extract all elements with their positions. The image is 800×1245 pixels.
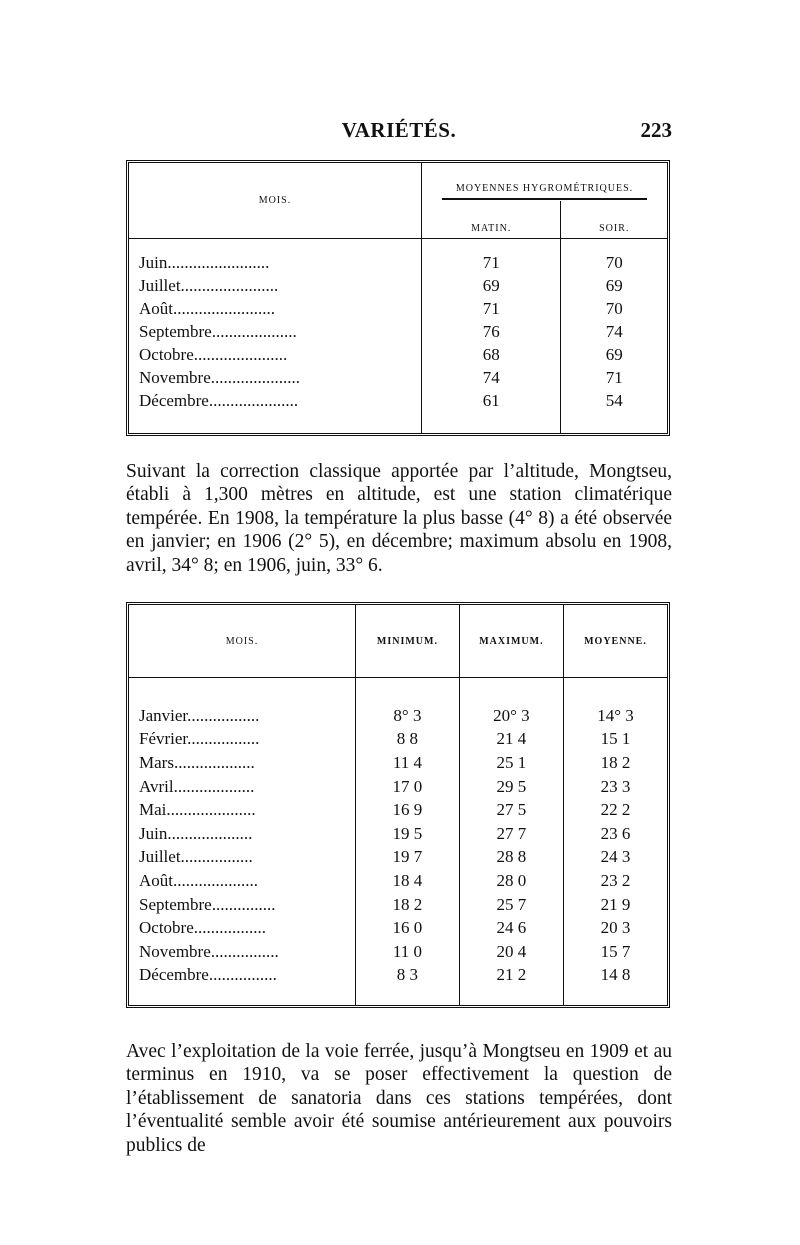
table-row [129,940,667,964]
table-row [129,869,667,893]
moyenne-cell: 23 6 [600,823,631,843]
moyenne-cell: 23 2 [600,870,631,890]
month-cell: Juin.................... [129,822,356,846]
month-cell: Juin........................ [129,239,422,275]
moyenne-cell: 23 3 [600,776,631,796]
table-row [129,916,667,940]
running-title: VARIÉTÉS. [341,118,457,142]
moyenne-cell: 18 2 [600,752,631,772]
col-header-minimum: MINIMUM. [356,605,460,678]
table-row [129,846,667,870]
month-cell: Avril................... [129,775,356,799]
minimum-cell: 16 9 [356,798,460,822]
moyenne-cell: 24 3 [600,847,631,867]
col-header-soir: SOIR. [561,201,667,239]
col-header-mois: MOIS. [129,163,422,239]
month-cell: Juillet....................... [129,274,422,297]
month-cell: Mars................... [129,751,356,775]
col-header-mois: MOIS. [129,605,356,678]
matin-cell: 68 [422,343,561,366]
table-row [129,964,667,988]
minimum-cell: 11 0 [356,940,460,964]
maximum-cell: 21 4 [459,728,563,752]
minimum-cell: 16 0 [356,916,460,940]
soir-cell: 70 [605,298,623,318]
soir-cell: 69 [605,275,623,295]
paragraph-text: Avec l’exploitation de la voie ferrée, jusqu’à Mongtseu en 1909 et au terminus en 1910, va se poser effectivement la question de l’établissement de sanatoria dans ces stations tempérées, dont l’éventualité semble avoir été soumise antérieurement aux pouvoirs publics de [126,1041,672,1156]
moyenne-cell: 15 1 [600,729,631,749]
soir-cell: 69 [605,344,623,364]
col-header-group-label: MOYENNES HYGROMÉTRIQUES. [455,183,634,194]
maximum-cell: 20° 3 [459,704,563,728]
spacer-row [129,987,667,1005]
maximum-cell: 27 7 [459,822,563,846]
month-cell: Septembre............... [129,893,356,917]
month-cell: Juillet................. [129,846,356,870]
hygrometric-table [126,160,670,436]
soir-cell: 74 [605,321,623,341]
moyenne-cell: 21 9 [600,894,631,914]
maximum-cell: 25 1 [459,751,563,775]
decorative-rule [442,198,646,200]
month-cell: Novembre................ [129,940,356,964]
col-header-moyenne: MOYENNE. [563,605,667,678]
page-number: 223 [640,118,672,142]
table-row [129,389,667,412]
maximum-cell: 28 8 [459,846,563,870]
month-cell: Décembre................ [129,964,356,988]
table-row [129,893,667,917]
minimum-cell: 18 2 [356,893,460,917]
col-header-group [422,163,668,201]
month-cell: Mai..................... [129,798,356,822]
moyenne-cell: 14 8 [600,965,631,985]
col-header-maximum: MAXIMUM. [459,605,563,678]
maximum-cell: 25 7 [459,893,563,917]
spacer-cell [129,987,356,1005]
temperature-table [126,602,670,1008]
soir-cell: 70 [605,252,623,272]
spacer-row [129,412,667,433]
spacer-cell [356,678,460,705]
table-row [129,775,667,799]
spacer-cell [356,987,460,1005]
matin-cell: 71 [422,297,561,320]
spacer-row [129,678,667,705]
spacer-cell [459,678,563,705]
soir-cell: 54 [605,390,623,410]
month-cell: Août.................... [129,869,356,893]
page-header [126,118,672,152]
matin-cell: 76 [422,320,561,343]
matin-cell: 69 [422,274,561,297]
minimum-cell: 19 7 [356,846,460,870]
minimum-cell: 19 5 [356,822,460,846]
maximum-cell: 27 5 [459,798,563,822]
paragraph-climate [126,460,672,577]
month-cell: Décembre..................... [129,389,422,412]
spacer-cell [422,412,561,433]
matin-cell: 74 [422,366,561,389]
month-cell: Août........................ [129,297,422,320]
spacer-cell [561,412,667,433]
table-row [129,320,667,343]
table-row [129,274,667,297]
paragraph-railway [126,1040,672,1157]
month-cell: Février................. [129,728,356,752]
soir-cell: 71 [605,367,623,387]
spacer-cell [129,412,422,433]
month-cell: Octobre................. [129,916,356,940]
spacer-cell [459,987,563,1005]
col-header-matin: MATIN. [422,201,561,239]
maximum-cell: 20 4 [459,940,563,964]
minimum-cell: 18 4 [356,869,460,893]
month-cell: Septembre.................... [129,320,422,343]
moyenne-cell: 20 3 [600,918,631,938]
spacer-cell [563,678,667,705]
table-row [129,798,667,822]
minimum-cell: 11 4 [356,751,460,775]
maximum-cell: 28 0 [459,869,563,893]
moyenne-cell: 14° 3 [597,705,634,725]
paragraph-text: Suivant la correction classique apportée par l’altitude, Mongtseu, établi à 1,300 mètres en altitude, est une station climatérique tempérée. En 1908, la température la plus basse (4° 8) a été observée en janvier; en 1906 (2° 5), en décembre; maximum absolu en 1908, avril, 34° 8; en 1906, juin, 33° 6. [126,461,672,576]
minimum-cell: 8° 3 [356,704,460,728]
minimum-cell: 8 8 [356,728,460,752]
month-cell: Janvier................. [129,704,356,728]
maximum-cell: 21 2 [459,964,563,988]
table-row [129,297,667,320]
minimum-cell: 8 3 [356,964,460,988]
matin-cell: 61 [422,389,561,412]
moyenne-cell: 15 7 [600,941,631,961]
minimum-cell: 17 0 [356,775,460,799]
maximum-cell: 29 5 [459,775,563,799]
table-row [129,239,667,275]
spacer-cell [129,678,356,705]
table-row [129,704,667,728]
table-row [129,366,667,389]
month-cell: Octobre...................... [129,343,422,366]
table-row [129,822,667,846]
maximum-cell: 24 6 [459,916,563,940]
moyenne-cell: 22 2 [600,800,631,820]
table-row [129,343,667,366]
table-row [129,728,667,752]
table-row [129,751,667,775]
spacer-cell [563,987,667,1005]
matin-cell: 71 [422,239,561,275]
month-cell: Novembre..................... [129,366,422,389]
